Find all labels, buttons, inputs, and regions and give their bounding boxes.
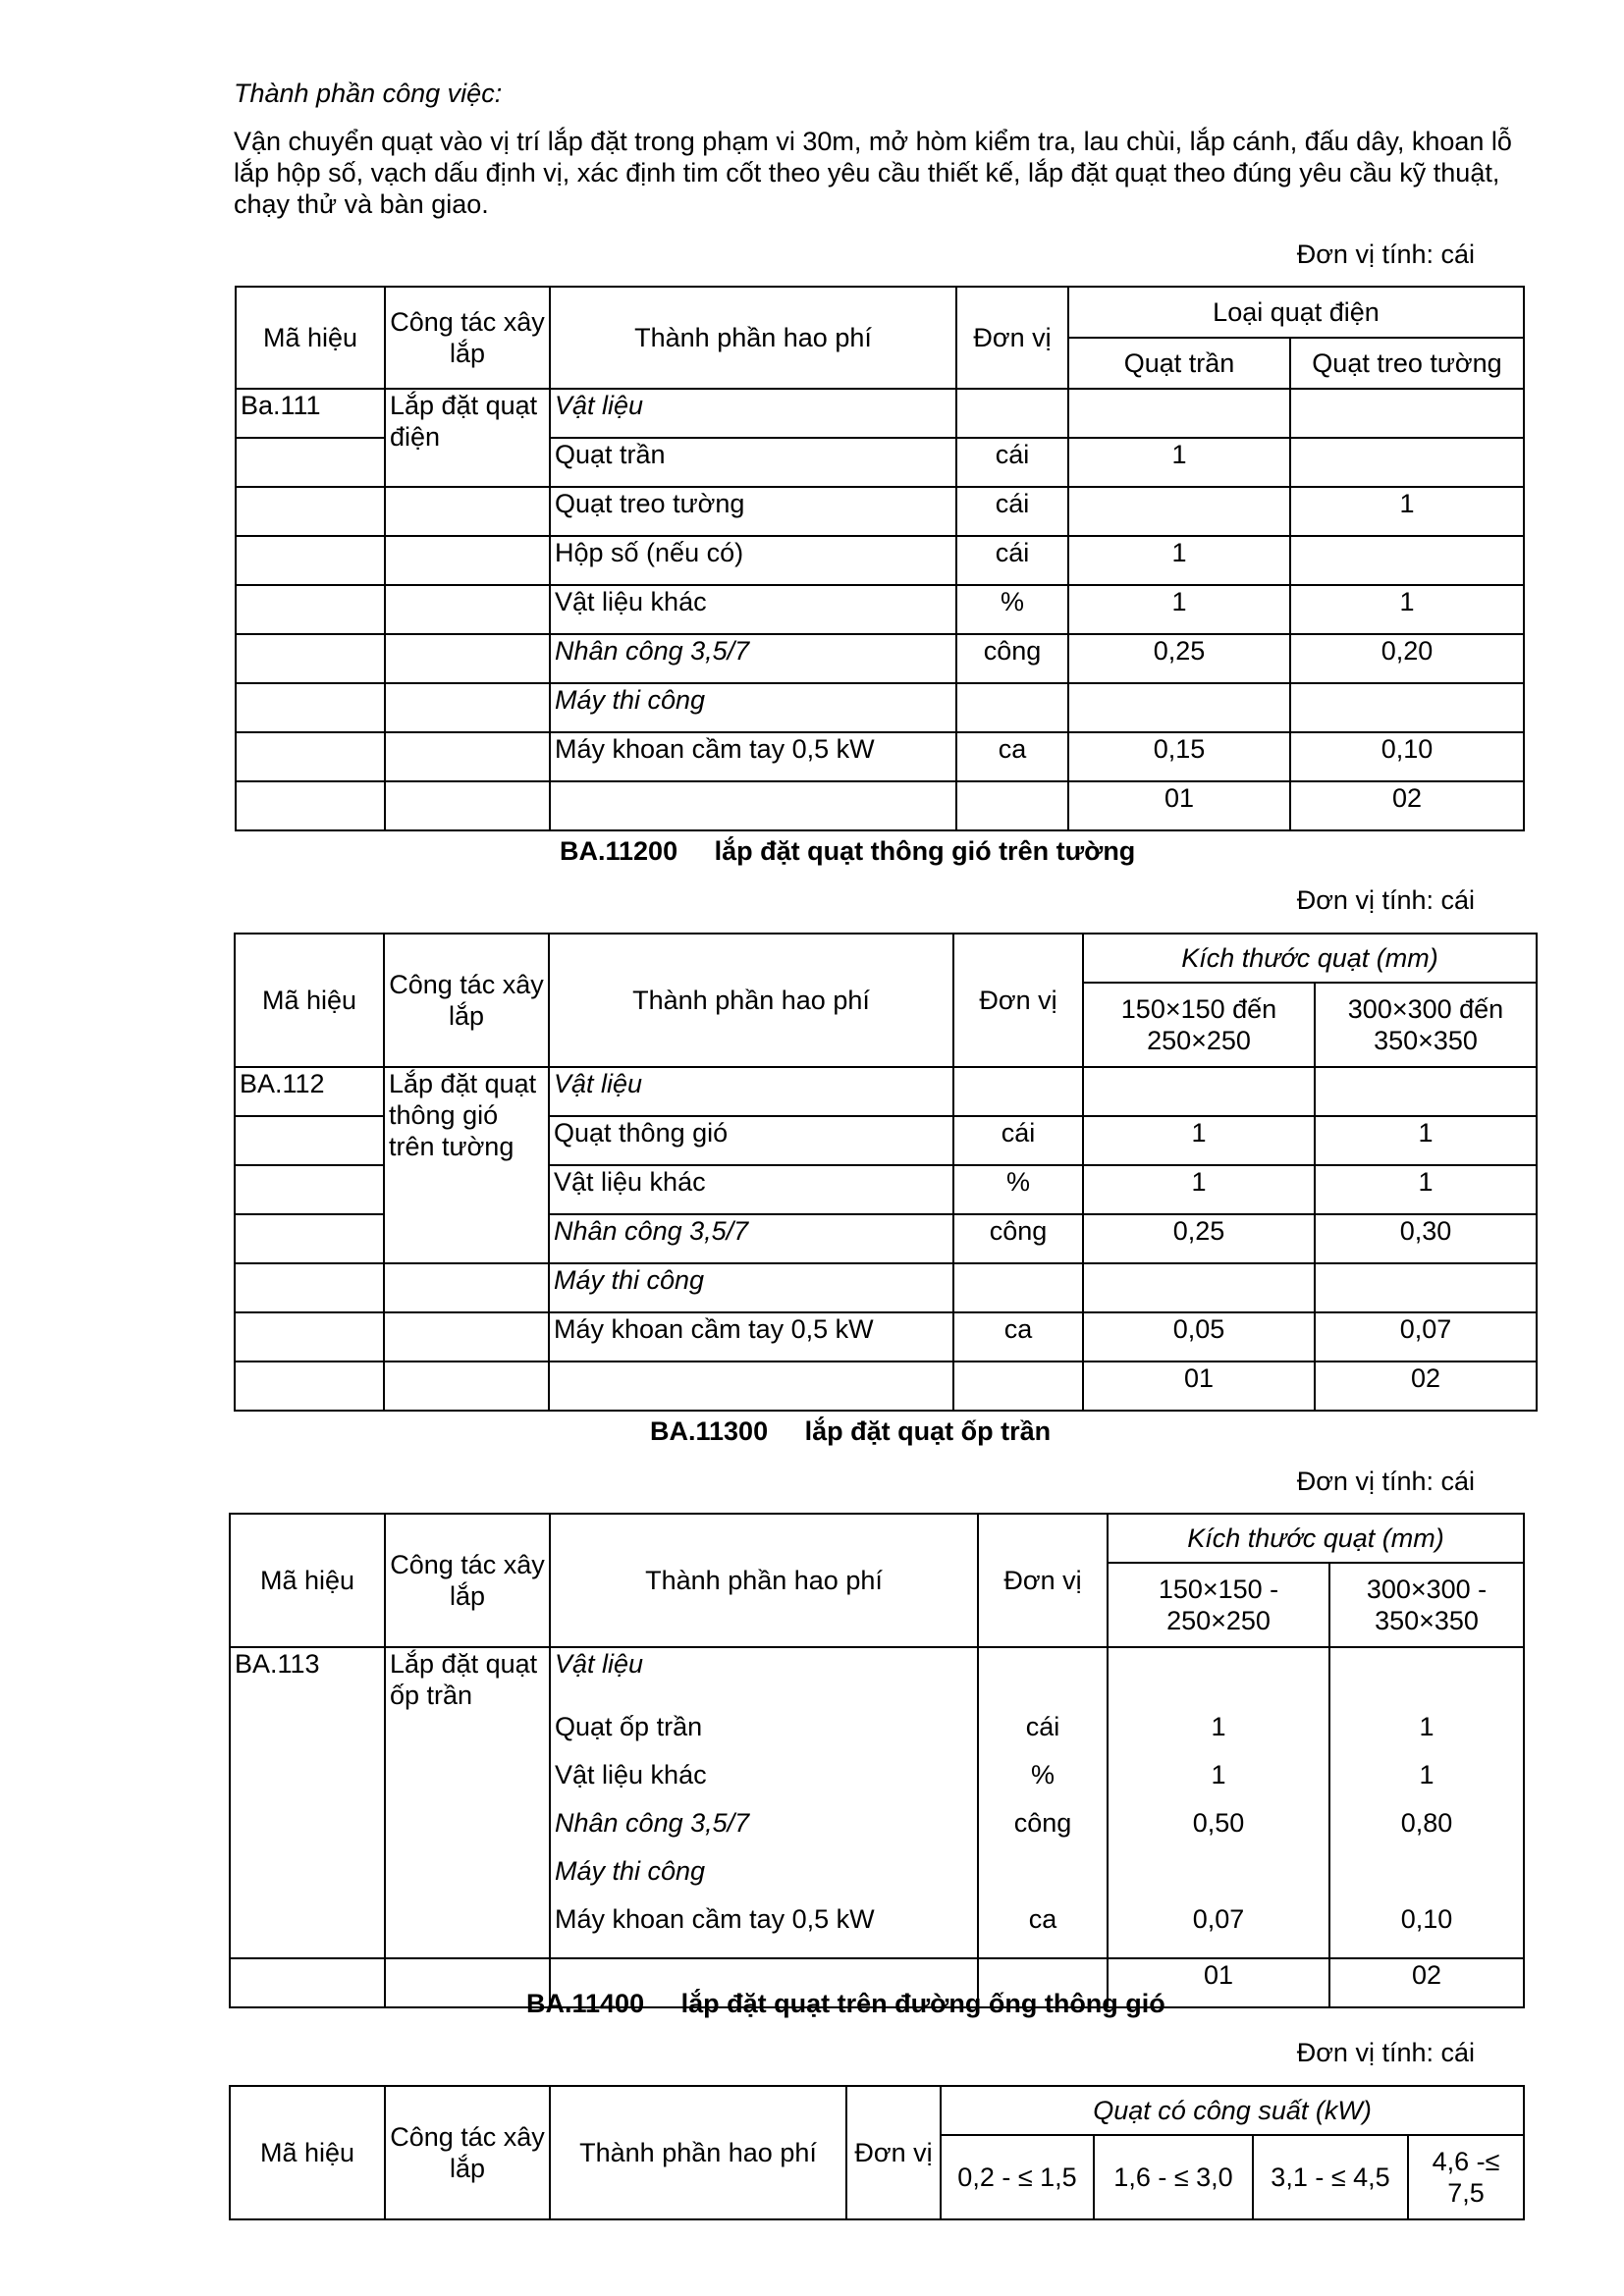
row-value-2: 1 bbox=[1329, 1759, 1524, 1807]
row-value-2: 0,10 bbox=[1329, 1903, 1524, 1958]
row-value-1: 1 bbox=[1068, 536, 1290, 585]
row-value-2: 1 bbox=[1290, 487, 1524, 536]
header-component: Thành phần hao phí bbox=[550, 2086, 846, 2219]
header-sub-1: 150×150 đến 250×250 bbox=[1083, 983, 1315, 1067]
col-code-1: 01 bbox=[1068, 781, 1290, 830]
table-row bbox=[236, 389, 1524, 438]
table-ba113 bbox=[229, 1513, 1525, 2008]
row-unit: cái bbox=[978, 1711, 1108, 1759]
row-name: Nhân công 3,5/7 bbox=[550, 1807, 978, 1855]
section-code: BA.11400 bbox=[526, 1989, 645, 2018]
table-ba114 bbox=[229, 2085, 1525, 2220]
row-name: Quạt trần bbox=[550, 438, 956, 487]
row-value-2: 1 bbox=[1329, 1711, 1524, 1759]
row-unit bbox=[956, 389, 1068, 438]
row-value-1: 1 bbox=[1068, 585, 1290, 634]
section-heading-2 bbox=[560, 836, 1135, 867]
unit-label-3: Đơn vị tính: cái bbox=[1296, 1467, 1475, 1496]
table-row bbox=[236, 732, 1524, 781]
header-unit: Đơn vị bbox=[978, 1514, 1108, 1647]
header-work: Công tác xây lắp bbox=[385, 2086, 550, 2219]
row-value-2 bbox=[1290, 536, 1524, 585]
row-value-1 bbox=[1083, 1263, 1315, 1312]
table-row bbox=[235, 1067, 1537, 1116]
header-sub-2: 300×300 - 350×350 bbox=[1329, 1563, 1524, 1647]
row-unit bbox=[978, 1647, 1108, 1711]
row-value-1: 1 bbox=[1068, 438, 1290, 487]
row-value-2: 0,07 bbox=[1315, 1312, 1537, 1362]
header-sub-2: 300×300 đến 350×350 bbox=[1315, 983, 1537, 1067]
row-value-1 bbox=[1083, 1067, 1315, 1116]
header-sub-1: Quạt trần bbox=[1068, 338, 1290, 389]
row-value-1: 1 bbox=[1083, 1165, 1315, 1214]
table-ba111 bbox=[235, 286, 1525, 831]
row-name: Nhân công 3,5/7 bbox=[549, 1214, 953, 1263]
row-unit: ca bbox=[956, 732, 1068, 781]
row-work: Lắp đặt quạt ốp trần bbox=[385, 1647, 550, 1711]
row-value-1 bbox=[1068, 487, 1290, 536]
row-value-1: 0,25 bbox=[1068, 634, 1290, 683]
row-value-1: 0,07 bbox=[1108, 1903, 1329, 1958]
row-value-2 bbox=[1290, 438, 1524, 487]
row-name: Quạt thông gió bbox=[549, 1116, 953, 1165]
header-code: Mã hiệu bbox=[235, 934, 384, 1067]
row-value-2 bbox=[1329, 1855, 1524, 1903]
row-value-2: 1 bbox=[1315, 1116, 1537, 1165]
table-row-codes bbox=[236, 781, 1524, 830]
intro-paragraph: Vận chuyển quạt vào vị trí lắp đặt trong phạm vi 30m, mở hòm kiểm tra, lau chùi, lắp cánh, đấu dây, khoan lỗ lắp hộp số, vạch dấu định vị, xác định tim cốt theo yêu cầu thiết kế, lắp đặt quạt theo đúng yêu cầu kỹ thuật, chạy thử và bàn giao. bbox=[234, 127, 1512, 219]
row-value-1: 0,50 bbox=[1108, 1807, 1329, 1855]
row-value-1 bbox=[1068, 389, 1290, 438]
row-code: BA.113 bbox=[230, 1647, 385, 1711]
header-sub-2: 1,6 - ≤ 3,0 bbox=[1094, 2135, 1253, 2219]
row-name: Quạt treo tường bbox=[550, 487, 956, 536]
unit-label-2: Đơn vị tính: cái bbox=[1296, 885, 1475, 915]
section-heading-4 bbox=[526, 1989, 1165, 2019]
header-code: Mã hiệu bbox=[230, 2086, 385, 2219]
header-component: Thành phần hao phí bbox=[549, 934, 953, 1067]
header-unit: Đơn vị bbox=[953, 934, 1083, 1067]
table-row bbox=[235, 1312, 1537, 1362]
row-name: Vật liệu khác bbox=[550, 585, 956, 634]
table-row bbox=[230, 1807, 1524, 1855]
row-name: Vật liệu bbox=[549, 1067, 953, 1116]
intro-title: Thành phần công việc: bbox=[234, 79, 503, 108]
row-unit: công bbox=[956, 634, 1068, 683]
row-work: Lắp đặt quạt thông gió trên tường bbox=[384, 1067, 549, 1263]
header-sub-1: 0,2 - ≤ 1,5 bbox=[941, 2135, 1094, 2219]
row-unit: % bbox=[956, 585, 1068, 634]
row-name: Nhân công 3,5/7 bbox=[550, 634, 956, 683]
table-row bbox=[236, 634, 1524, 683]
row-value-1: 0,15 bbox=[1068, 732, 1290, 781]
row-name: Quạt ốp trần bbox=[550, 1711, 978, 1759]
row-name: Hộp số (nếu có) bbox=[550, 536, 956, 585]
row-work: Lắp đặt quạt điện bbox=[385, 389, 550, 487]
section-code: BA.11300 bbox=[650, 1416, 769, 1446]
header-unit: Đơn vị bbox=[956, 287, 1068, 389]
header-group: Kích thước quạt (mm) bbox=[1108, 1514, 1524, 1563]
row-value-2 bbox=[1315, 1067, 1537, 1116]
row-name: Máy khoan cầm tay 0,5 kW bbox=[550, 732, 956, 781]
row-unit bbox=[953, 1263, 1083, 1312]
unit-label-1: Đơn vị tính: cái bbox=[1296, 240, 1475, 269]
row-unit: cái bbox=[956, 438, 1068, 487]
table-row bbox=[230, 1759, 1524, 1807]
row-value-1 bbox=[1108, 1647, 1329, 1711]
row-value-2: 0,80 bbox=[1329, 1807, 1524, 1855]
row-value-2 bbox=[1290, 389, 1524, 438]
row-value-2 bbox=[1315, 1263, 1537, 1312]
row-name: Máy thi công bbox=[550, 1855, 978, 1903]
row-unit: ca bbox=[953, 1312, 1083, 1362]
row-unit: cái bbox=[956, 536, 1068, 585]
row-name: Vật liệu khác bbox=[549, 1165, 953, 1214]
row-name: Máy khoan cầm tay 0,5 kW bbox=[550, 1903, 978, 1958]
section-code: BA.11200 bbox=[560, 836, 678, 866]
table-row bbox=[230, 1903, 1524, 1958]
row-unit bbox=[978, 1855, 1108, 1903]
row-unit: ca bbox=[978, 1903, 1108, 1958]
table-row bbox=[236, 487, 1524, 536]
row-code: Ba.111 bbox=[236, 389, 385, 438]
header-work: Công tác xây lắp bbox=[384, 934, 549, 1067]
row-name: Máy thi công bbox=[550, 683, 956, 732]
table-row bbox=[230, 1647, 1524, 1711]
row-value-1: 1 bbox=[1083, 1116, 1315, 1165]
header-work: Công tác xây lắp bbox=[385, 1514, 550, 1647]
row-unit: công bbox=[953, 1214, 1083, 1263]
row-unit: % bbox=[978, 1759, 1108, 1807]
row-value-1: 1 bbox=[1108, 1759, 1329, 1807]
col-code-2: 02 bbox=[1329, 1958, 1524, 2007]
header-work: Công tác xây lắp bbox=[385, 287, 550, 389]
row-value-1: 0,05 bbox=[1083, 1312, 1315, 1362]
row-unit bbox=[956, 683, 1068, 732]
header-group: Loại quạt điện bbox=[1068, 287, 1524, 338]
header-sub-3: 3,1 - ≤ 4,5 bbox=[1253, 2135, 1408, 2219]
row-value-1 bbox=[1108, 1855, 1329, 1903]
header-sub-1: 150×150 - 250×250 bbox=[1108, 1563, 1329, 1647]
section-title: lắp đặt quạt thông gió trên tường bbox=[714, 836, 1136, 866]
row-unit bbox=[953, 1067, 1083, 1116]
table-row bbox=[236, 536, 1524, 585]
row-value-1 bbox=[1068, 683, 1290, 732]
row-name: Máy khoan cầm tay 0,5 kW bbox=[549, 1312, 953, 1362]
table-row bbox=[236, 683, 1524, 732]
table-row bbox=[236, 585, 1524, 634]
row-unit: cái bbox=[956, 487, 1068, 536]
row-value-2: 1 bbox=[1315, 1165, 1537, 1214]
row-unit: % bbox=[953, 1165, 1083, 1214]
row-value-2 bbox=[1329, 1647, 1524, 1711]
row-code: BA.112 bbox=[235, 1067, 384, 1116]
row-value-1: 0,25 bbox=[1083, 1214, 1315, 1263]
col-code-2: 02 bbox=[1290, 781, 1524, 830]
row-unit: cái bbox=[953, 1116, 1083, 1165]
table-row bbox=[230, 1855, 1524, 1903]
row-name: Máy thi công bbox=[549, 1263, 953, 1312]
header-code: Mã hiệu bbox=[236, 287, 385, 389]
section-title: lắp đặt quạt ốp trần bbox=[804, 1416, 1052, 1446]
row-value-2: 0,20 bbox=[1290, 634, 1524, 683]
header-sub-4: 4,6 -≤ 7,5 bbox=[1408, 2135, 1524, 2219]
section-title: lắp đặt quạt trên đường ống thông gió bbox=[680, 1989, 1165, 2018]
row-value-2: 0,10 bbox=[1290, 732, 1524, 781]
header-component: Thành phần hao phí bbox=[550, 287, 956, 389]
section-heading-3 bbox=[650, 1416, 1051, 1447]
row-unit: công bbox=[978, 1807, 1108, 1855]
row-value-2: 0,30 bbox=[1315, 1214, 1537, 1263]
col-code-1: 01 bbox=[1083, 1362, 1315, 1411]
row-value-2: 1 bbox=[1290, 585, 1524, 634]
table-row bbox=[230, 1711, 1524, 1759]
col-code-2: 02 bbox=[1315, 1362, 1537, 1411]
table-ba112 bbox=[234, 933, 1538, 1412]
row-value-2 bbox=[1290, 683, 1524, 732]
unit-label-4: Đơn vị tính: cái bbox=[1296, 2038, 1475, 2067]
header-code: Mã hiệu bbox=[230, 1514, 385, 1647]
table-row bbox=[235, 1263, 1537, 1312]
table-row-codes bbox=[235, 1362, 1537, 1411]
header-unit: Đơn vị bbox=[846, 2086, 941, 2219]
header-sub-2: Quạt treo tường bbox=[1290, 338, 1524, 389]
row-name: Vật liệu khác bbox=[550, 1759, 978, 1807]
header-component: Thành phần hao phí bbox=[550, 1514, 978, 1647]
col-code-1: 01 bbox=[1108, 1958, 1329, 2007]
header-group: Quạt có công suất (kW) bbox=[941, 2086, 1524, 2135]
row-name: Vật liệu bbox=[550, 389, 956, 438]
header-group: Kích thước quạt (mm) bbox=[1083, 934, 1537, 983]
row-name: Vật liệu bbox=[550, 1647, 978, 1711]
row-value-1: 1 bbox=[1108, 1711, 1329, 1759]
